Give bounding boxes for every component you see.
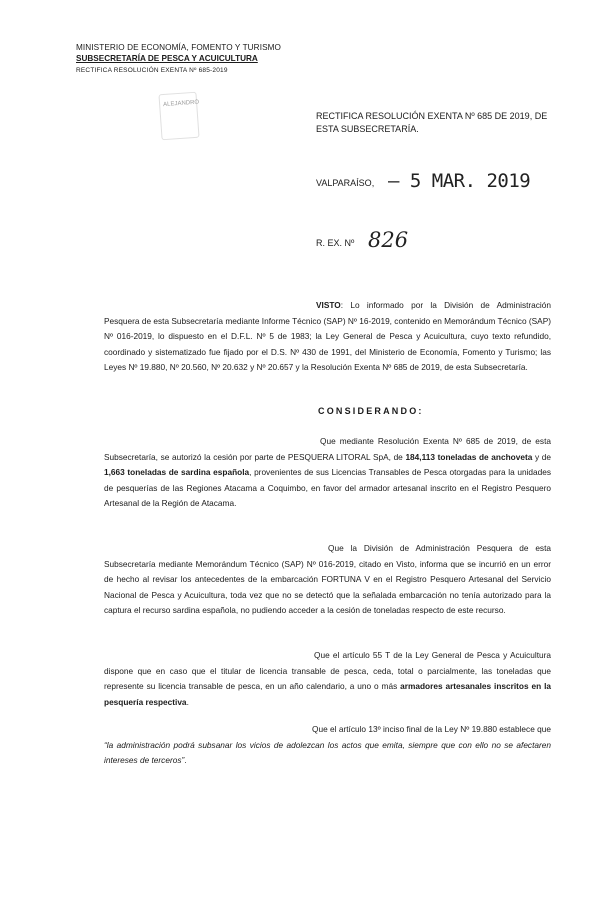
rex-number: 826 (368, 228, 409, 252)
visto-paragraph (104, 298, 551, 376)
letterhead (76, 42, 316, 76)
place-label: VALPARAÍSO, (316, 178, 375, 188)
considerando-paragraph-4: Que el artículo 13º inciso final de la Ley Nº 19.880 establece que “la administración podrá subsanar los vicios de adolezcan los actos que emita, siempre que con ello no se afectaren intereses de terceros”. (104, 724, 551, 766)
subsecretaria-name: SUBSECRETARÍA DE PESCA Y ACUICULTURA (76, 54, 258, 63)
header-reference: RECTIFICA RESOLUCIÓN EXENTA Nº 685-2019 (76, 67, 228, 74)
ministry-name: MINISTERIO DE ECONOMÍA, FOMENTO Y TURISMO (76, 43, 282, 52)
visto-label: VISTO (316, 300, 341, 310)
stamp-text: ALEJANDRO (162, 99, 200, 109)
considerando-paragraph-2: Que la División de Administración Pesquera de esta Subsecretaría mediante Memorándum Técnico (SAP) Nº 016-2019, citado en Visto, informa que se incurrió en un error de hecho al revisar los antecedentes de la embarcación FORTUNA V en el Registro Pesquero Artesanal del Servicio Nacional de Pesca y Acuicultura, toda vez que no se detectó que la señalada embarcación no tenía autorizado para la captura el recurso sardina española, no pudiendo acceder a la cesión de toneladas respecto de este recurso. (104, 543, 551, 616)
date-stamp: – 5 MAR. 2019 (388, 170, 531, 192)
considerando-heading: CONSIDERANDO: (318, 406, 424, 416)
considerando-paragraph-1: Que mediante Resolución Exenta Nº 685 de 2019, de esta Subsecretaría, se autorizó la cesión por parte de PESQUERA LITORAL SpA, de 184,113 toneladas de anchoveta y de 1,663 toneladas de sardina española, provenientes de sus Licencias Transables de Pesca otorgadas para la unidades de pesquerías de las Regiones Atacama a Coquimbo, en favor del armador artesanal inscrito en el Registro Pesquero Artesanal de la Región de Atacama. (104, 436, 552, 509)
rex-label: R. EX. Nº (316, 238, 355, 248)
visto-text: : Lo informado por la División de Administración Pesquera de esta Subsecretaría mediante Informe Técnico (SAP) Nº 16-2019, contenido en Memorándum Técnico (SAP) Nº 016-2019, lo dispuesto en el D.F.L. Nº 5 de 1983; la Ley General de Pesca y Acuicultura, cuyo texto refundido, coordinado y sistematizado fue fijado por el D.S. Nº 430 de 1991, del Ministerio de Economía, Fomento y Turismo; las Leyes Nº 19.880, Nº 20.560, Nº 20.632 y Nº 20.657 y la Resolución Exenta Nº 685 de 2019, de esta Subsecretaría. (104, 300, 551, 373)
considerando-paragraph-3: Que el artículo 55 T de la Ley General de Pesca y Acuicultura dispone que en caso que el titular de licencia transable de pesca, ceda, total o parcialmente, las toneladas que represente su licencia transable de pesca, en un año calendario, a uno o más armadores artesanales inscritos en la pesquería respectiva. (104, 650, 551, 707)
resolution-subject: RECTIFICA RESOLUCIÓN EXENTA Nº 685 DE 2019, DE ESTA SUBSECRETARÍA. (316, 111, 548, 134)
faded-stamp (158, 92, 199, 141)
